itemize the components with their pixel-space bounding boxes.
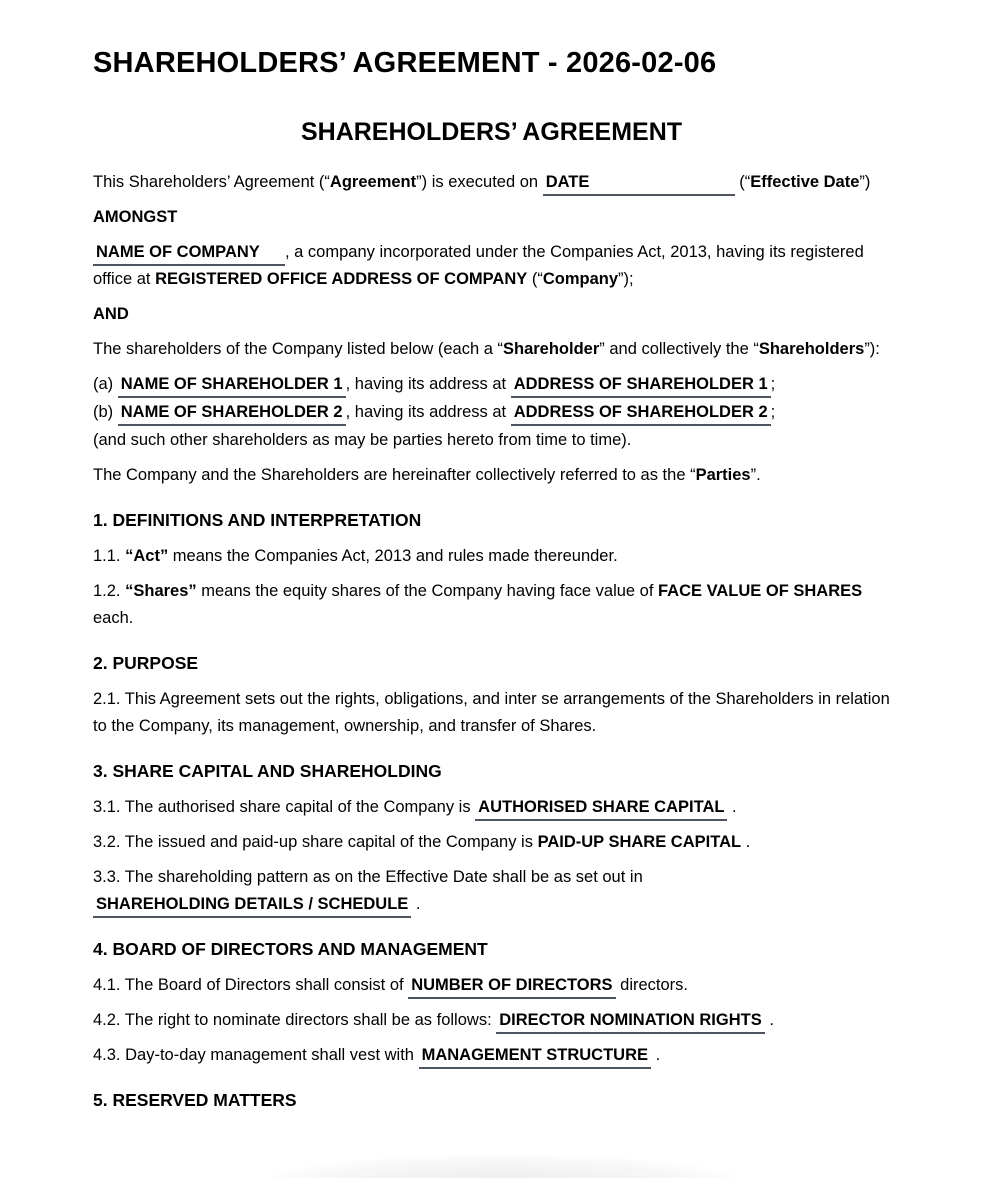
text-run: (and such other shareholders as may be parties hereto from time to time). — [93, 431, 632, 449]
and-label — [93, 301, 890, 328]
parties-paragraph — [93, 462, 890, 489]
text-run: 3.2. The issued and paid-up share capital of the Company is — [93, 833, 538, 851]
field-date: DATE — [543, 172, 735, 196]
text-run: (a) — [93, 375, 118, 393]
page-title: SHAREHOLDERS’ AGREEMENT - 2026-02-06 — [93, 47, 717, 79]
text-run: . — [651, 1046, 661, 1064]
other-shareholders-note — [93, 427, 890, 454]
amongst-label — [93, 204, 890, 231]
company-paragraph — [93, 239, 890, 293]
text-run: The Company and the Shareholders are hereinafter collectively referred to as the “ — [93, 466, 696, 484]
section-3-heading: 3. SHARE CAPITAL AND SHAREHOLDING — [93, 761, 442, 781]
bold-text: Company — [542, 270, 619, 288]
section-4-heading: 4. BOARD OF DIRECTORS AND MANAGEMENT — [93, 939, 488, 959]
section-1-heading: 1. DEFINITIONS AND INTERPRETATION — [93, 510, 422, 530]
text-run: 4.3. Day-to-day management shall vest with — [93, 1046, 419, 1064]
text-run: 1.1. — [93, 547, 126, 565]
text-run: 4.2. The right to nominate directors shall be as follows: — [93, 1011, 497, 1029]
text-run: . — [741, 833, 751, 851]
field-face-value: FACE VALUE OF SHARES — [658, 582, 863, 600]
text-run: 3.3. The shareholding pattern as on the Effective Date shall be as set out in — [93, 868, 643, 886]
text-run: ”): — [864, 340, 880, 358]
bold-text: Shareholder — [502, 340, 600, 358]
shareholder-item-b — [93, 399, 890, 426]
field-management-structure: MANAGEMENT STRUCTURE — [419, 1045, 651, 1069]
field-company-address: REGISTERED OFFICE ADDRESS OF COMPANY — [155, 270, 528, 288]
text-run: each. — [93, 609, 134, 627]
text-run: 3.1. The authorised share capital of the Company is — [93, 798, 476, 816]
field-shareholder1-name: NAME OF SHAREHOLDER 1 — [118, 374, 346, 398]
text-run: ”) — [859, 173, 871, 191]
text-run: The shareholders of the Company listed below (each a “ — [93, 340, 503, 358]
bold-text: AND — [93, 305, 129, 323]
text-run: ”) is executed on — [416, 173, 543, 191]
clause-3-2 — [93, 829, 890, 856]
text-run: ; — [770, 375, 776, 393]
text-run: . — [727, 798, 737, 816]
text-run: ”. — [750, 466, 761, 484]
section-2-heading: 2. PURPOSE — [93, 653, 199, 673]
text-run: , a company incorporated under the Companies Act, 2013, having its registered office at — [93, 243, 864, 288]
field-number-of-directors: NUMBER OF DIRECTORS — [408, 975, 615, 999]
text-run: (“ — [527, 270, 543, 288]
field-shareholder2-address: ADDRESS OF SHAREHOLDER 2 — [511, 402, 771, 426]
bold-text: Effective Date — [750, 173, 860, 191]
clause-2-1 — [93, 686, 890, 740]
text-run: means the Companies Act, 2013 and rules made thereunder. — [168, 547, 618, 565]
shareholders-intro-paragraph — [93, 336, 890, 363]
field-company-name: NAME OF COMPANY — [93, 242, 285, 266]
clause-4-3 — [93, 1042, 890, 1069]
bold-text: Agreement — [329, 173, 417, 191]
clause-4-1 — [93, 972, 890, 999]
bold-text: AMONGST — [93, 208, 178, 226]
text-run: 4.1. The Board of Directors shall consist of — [93, 976, 409, 994]
clause-3-3 — [93, 864, 890, 918]
bold-text: “Act” — [125, 547, 169, 565]
field-shareholder1-address: ADDRESS OF SHAREHOLDER 1 — [511, 374, 771, 398]
field-authorised-capital: AUTHORISED SHARE CAPITAL — [475, 797, 727, 821]
text-run: , having its address at — [345, 403, 511, 421]
clause-4-2 — [93, 1007, 890, 1034]
field-nomination-rights: DIRECTOR NOMINATION RIGHTS — [496, 1010, 764, 1034]
text-run: 2.1. This Agreement sets out the rights, obligations, and inter se arrangements of the Shareholders in relation to the Company, its management, ownership, and transfer of Shares. — [93, 690, 890, 735]
text-run: This Shareholders’ Agreement (“ — [93, 173, 330, 191]
bold-text: “Shares” — [125, 582, 197, 600]
bold-text: Shareholders — [758, 340, 865, 358]
field-paidup-capital: PAID-UP SHARE CAPITAL — [537, 833, 742, 851]
text-run: ” and collectively the “ — [599, 340, 759, 358]
text-run: (b) — [93, 403, 118, 421]
field-shareholder2-name: NAME OF SHAREHOLDER 2 — [118, 402, 346, 426]
intro-paragraph — [93, 169, 890, 196]
shareholder-item-a — [93, 371, 890, 398]
text-run: ”); — [618, 270, 634, 288]
clause-3-1 — [93, 794, 890, 821]
text-run: . — [764, 1011, 774, 1029]
field-shareholding-details: SHAREHOLDING DETAILS / SCHEDULE — [93, 894, 411, 918]
agreement-heading: SHAREHOLDERS’ AGREEMENT — [300, 118, 683, 146]
text-run: 1.2. — [93, 582, 126, 600]
bold-text: Parties — [695, 466, 751, 484]
text-run: , having its address at — [345, 375, 511, 393]
clause-1-1 — [93, 543, 890, 570]
text-run: . — [411, 895, 421, 913]
bottom-page-shadow — [268, 1155, 738, 1178]
section-5-heading: 5. RESERVED MATTERS — [93, 1090, 297, 1110]
clause-1-2 — [93, 578, 890, 632]
text-run: (“ — [734, 173, 751, 191]
text-run: means the equity shares of the Company having face value of — [196, 582, 659, 600]
text-run: directors. — [615, 976, 688, 994]
text-run: ; — [770, 403, 776, 421]
